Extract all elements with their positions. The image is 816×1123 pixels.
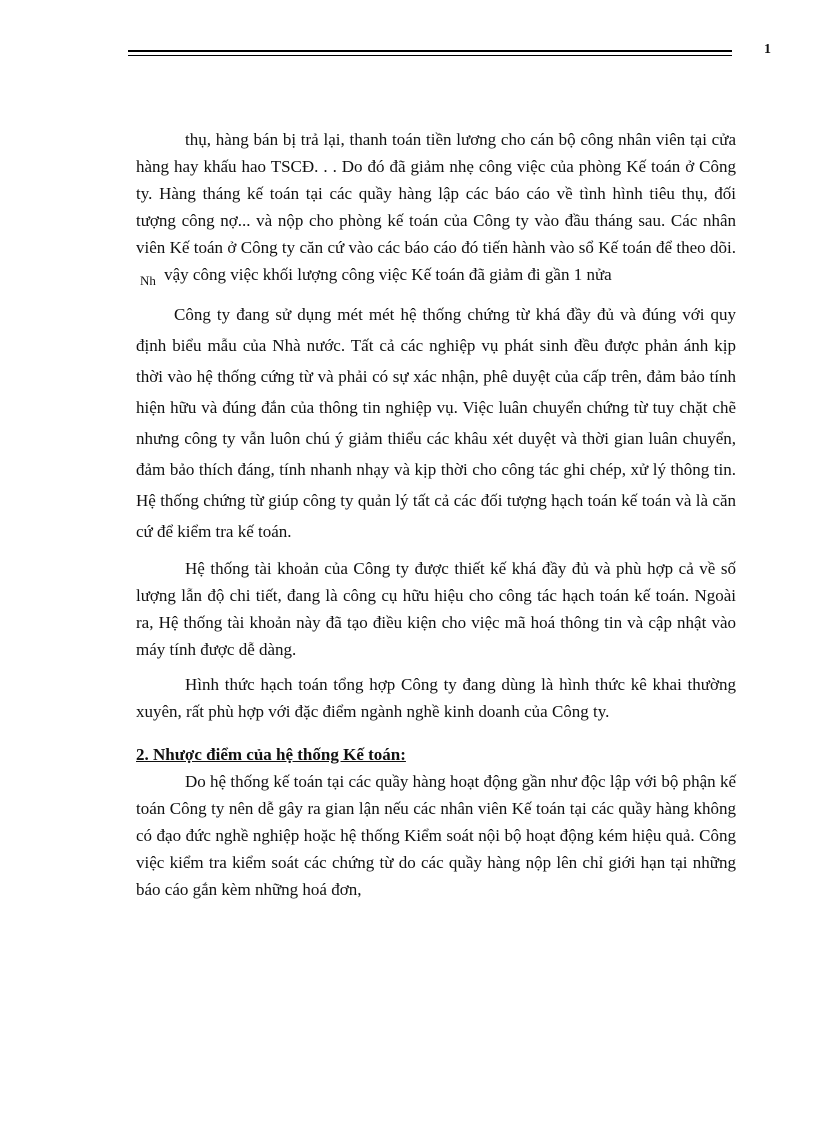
- paragraph-1: [136, 126, 736, 289]
- document-body: [136, 126, 736, 903]
- paragraph-4: Hình thức hạch toán tổng hợp Công ty đang dùng là hình thức kê khai thường xuyên, rất phù hợp với đặc điểm ngành nghề kinh doanh của Công ty.: [136, 675, 736, 721]
- paragraph-3: Hệ thống tài khoản của Công ty được thiết kế khá đầy đủ và phù hợp cả về số lượng lẫn độ chi tiết, đang là công cụ hữu hiệu cho công tác hạch toán kế toán. Ngoài ra, Hệ thống tài khoản này đã tạo điều kiện cho việc mã hoá thông tin và cập nhật vào máy tính được dễ dàng.: [136, 559, 736, 659]
- paragraph-1-text: thụ, hàng bán bị trả lại, thanh toán tiền lương cho cán bộ công nhân viên tại cửa hàng hay khấu hao TSCĐ. . . Do đó đã giảm nhẹ công việc của phòng Kế toán ở Công ty. Hàng tháng kế toán tại các quầy hàng lập các báo cáo về tình hình tiêu thụ, đối tượng công nợ... và nộp cho phòng kế toán của Công ty vào đầu tháng sau. Các nhân viên Kế toán ở Công ty căn cứ vào các báo cáo đó tiến hành vào sổ Kế toán để theo dõi.: [136, 130, 736, 257]
- page-number: 1: [764, 42, 771, 57]
- paragraph-1-end: vậy công việc khối lượng công việc Kế toán đã giảm đi gần 1 nửa: [164, 265, 612, 284]
- paragraph-2: Công ty đang sử dụng mét mét hệ thống chứng từ khá đầy đủ và đúng với quy định biểu mẫu của Nhà nước. Tất cả các nghiệp vụ phát sinh đều được phản ánh kịp thời vào hệ thống cứng từ và phải có sự xác nhận, phê duyệt của cấp trên, đảm bảo tính hiện hữu và đúng đắn của thông tin nghiệp vụ. Việc luân chuyển chứng từ tuy chặt chẽ nhưng công ty vẫn luôn chú ý giảm thiểu các khâu xét duyệt và thời gian luân chuyển, đảm bảo thích đáng, tính nhanh nhạy và kịp thời cho công tác ghi chép, xử lý thông tin. Hệ thống chứng từ giúp công ty quản lý tất cả các đối tượng hạch toán kế toán và là căn cứ để kiểm tra kế toán.: [136, 305, 736, 541]
- header-rule-thin: [128, 55, 732, 56]
- header-rule-thick: [128, 50, 732, 52]
- paragraph-5: Do hệ thống kế toán tại các quầy hàng hoạt động gần như độc lập với bộ phận kế toán Công ty nên dễ gây ra gian lận nếu các nhân viên Kế toán tại các quầy hàng không có đạo đức nghề nghiệp hoặc hệ thống Kiểm soát nội bộ hoạt động kém hiệu quả. Công việc kiểm tra kiểm soát các chứng từ do các quầy hàng nộp lên chỉ giới hạn tại những báo cáo gắn kèm những hoá đơn,: [136, 772, 736, 899]
- paragraph-1-nh: Nh: [140, 273, 156, 288]
- section-heading: 2. Nhược điểm của hệ thống Kế toán:: [136, 745, 406, 764]
